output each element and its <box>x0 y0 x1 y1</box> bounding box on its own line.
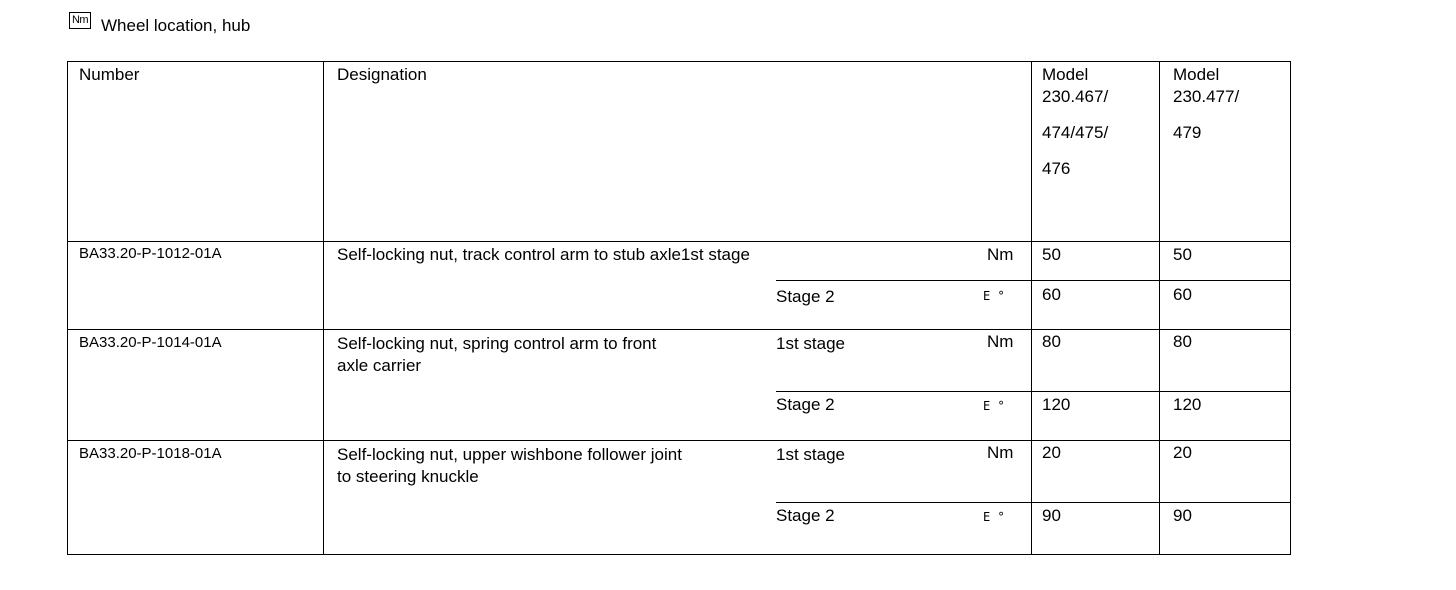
row1-number: BA33.20-P-1012-01A <box>79 245 222 262</box>
row1-stage1-unit: Nm <box>987 245 1014 264</box>
row1-designation: Self-locking nut, track control arm to stub axle1st stage <box>337 245 750 264</box>
row2-stage2-label: Stage 2 <box>776 395 835 414</box>
column-header-designation: Designation <box>337 65 427 84</box>
row3-stage2-model1: 90 <box>1042 506 1061 525</box>
row3-stage1-model1: 20 <box>1042 443 1061 462</box>
row2-designation-line2: axle carrier <box>337 356 422 375</box>
row3-designation-line1: Self-locking nut, upper wishbone follower joint <box>337 445 682 464</box>
model2-line3: 479 <box>1173 123 1202 142</box>
row1-stage2-model2: 60 <box>1173 285 1192 304</box>
row2-stage2-model1: 120 <box>1042 395 1071 414</box>
row3-designation <box>337 444 682 488</box>
row2-stage1-model2: 80 <box>1173 332 1192 351</box>
row2-designation-line1: Self-locking nut, spring control arm to front <box>337 334 657 353</box>
model1-line2: 230.467/ <box>1042 87 1109 106</box>
row1-stage1-model1: 50 <box>1042 245 1061 264</box>
row3-stage2-unit: E ° <box>983 510 1005 524</box>
row1-stage2-unit: E ° <box>983 289 1005 303</box>
column-header-model1 <box>1042 64 1108 180</box>
model1-line1: Model <box>1042 65 1089 84</box>
torque-nm-icon: Nm <box>69 12 91 29</box>
row2-stage2-model2: 120 <box>1173 395 1202 414</box>
page-title: Wheel location, hub <box>101 16 251 35</box>
model2-line1: Model <box>1173 65 1220 84</box>
row3-number: BA33.20-P-1018-01A <box>79 445 222 462</box>
row2-number: BA33.20-P-1014-01A <box>79 334 222 351</box>
row3-stage1-label: 1st stage <box>776 445 845 464</box>
model1-line3: 474/475/ <box>1042 123 1109 142</box>
row3-stage1-model2: 20 <box>1173 443 1192 462</box>
row2-stage1-model1: 80 <box>1042 332 1061 351</box>
row3-stage2-model2: 90 <box>1173 506 1192 525</box>
row1-stage1-model2: 50 <box>1173 245 1192 264</box>
row2-stage1-unit: Nm <box>987 332 1014 351</box>
row3-designation-line2: to steering knuckle <box>337 467 479 486</box>
row1-stage2-label: Stage 2 <box>776 287 835 306</box>
row3-stage2-label: Stage 2 <box>776 506 835 525</box>
column-header-model2 <box>1173 64 1239 144</box>
row2-stage2-unit: E ° <box>983 399 1005 413</box>
model2-line2: 230.477/ <box>1173 87 1240 106</box>
row2-stage1-label: 1st stage <box>776 334 845 353</box>
row2-designation <box>337 333 656 377</box>
row3-stage1-unit: Nm <box>987 443 1014 462</box>
row1-stage2-model1: 60 <box>1042 285 1061 304</box>
column-header-number: Number <box>79 65 140 84</box>
model1-line4: 476 <box>1042 159 1071 178</box>
